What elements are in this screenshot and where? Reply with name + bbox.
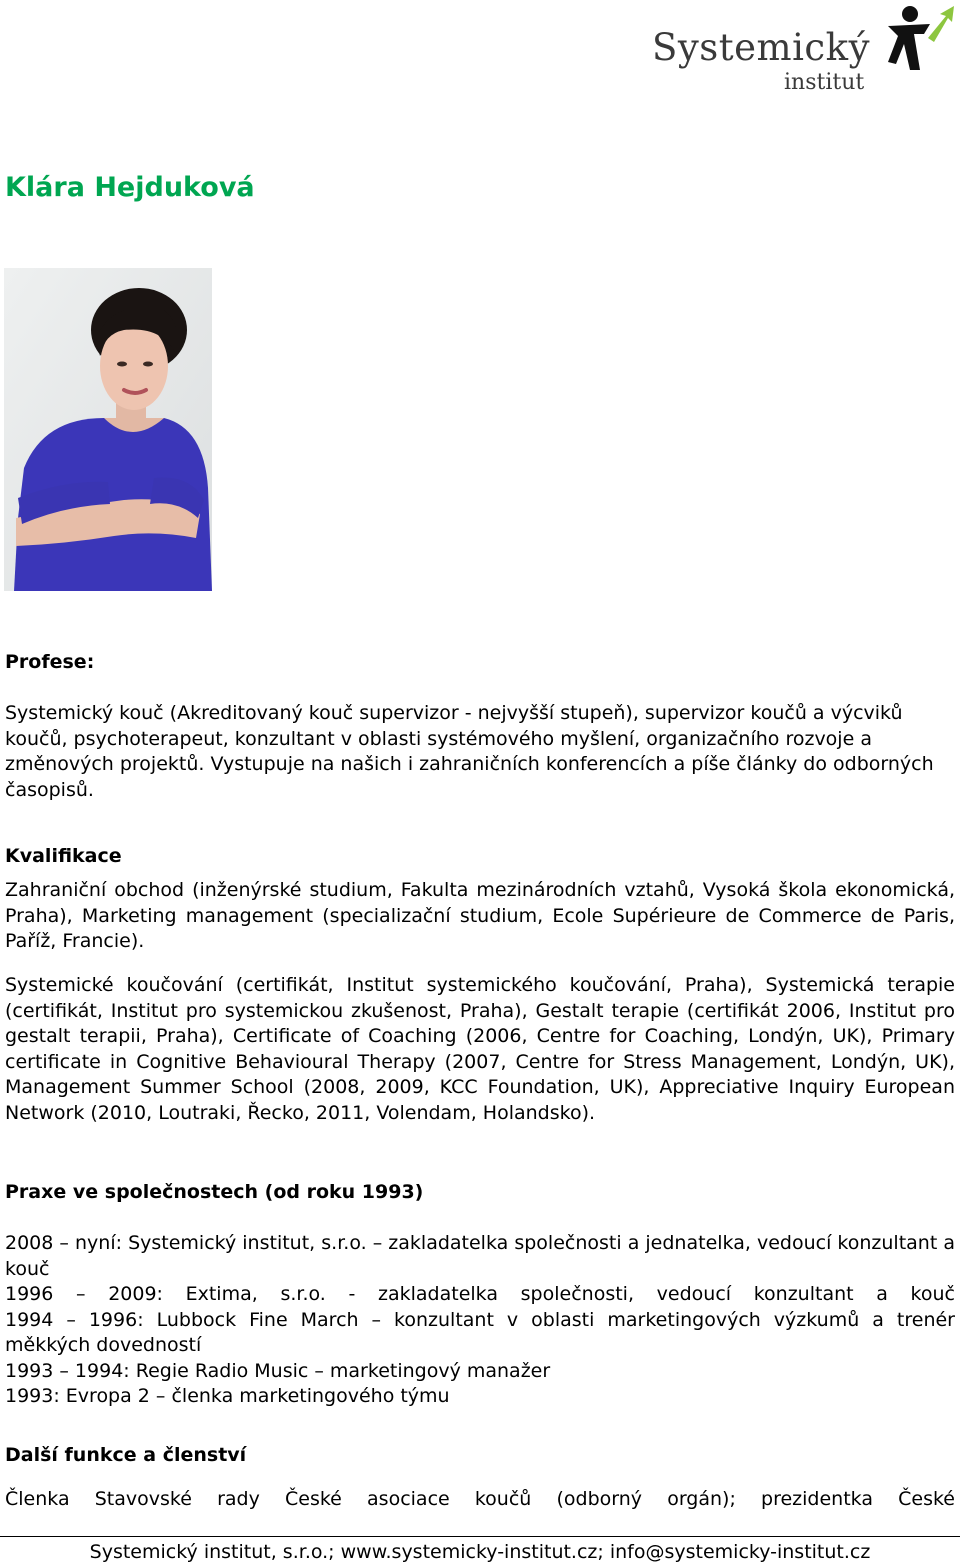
logo-figure-icon <box>884 4 956 74</box>
section-profese <box>5 650 955 676</box>
section-heading: Profese: <box>5 651 95 673</box>
kvalifikace-paragraph-1: Zahraniční obchod (inženýrské studium, Fakulta mezinárodních vztahů, Vysoká škola ekonomická, Praha), Marketing management (specializační studium, Ecole Supérieure de Commerce de Paris, Paříž, Francie). <box>5 879 955 952</box>
portrait-photo <box>4 268 212 591</box>
list-item: 1994 – 1996: Lubbock Fine March – konzultant v oblasti marketingových výzkumů a trenér měkkých dovedností <box>5 1308 955 1356</box>
person-name: Klára Hejduková <box>5 172 255 203</box>
praxe-list <box>5 1231 955 1410</box>
section-profese-body <box>5 701 955 803</box>
section-kvalifikace <box>5 844 955 870</box>
section-heading: Kvalifikace <box>5 845 122 867</box>
section-heading: Další funkce a členství <box>5 1444 247 1466</box>
kvalifikace-paragraph-2: Systemické koučování (certifikát, Institut systemického koučování, Praha), Systemická terapie (certifikát, Institut pro systemickou zkušenost, Praha), Gestalt terapie (certifikát 2006, Institut pro gestalt terapii, Praha), Certificate of Coaching (2006, Centre for Coaching, Londýn, UK), Primary certificate in Cognitive Behavioural Therapy (2007, Centre for Stress Management, Londýn, UK), Management Summer School (2008, 2009, KCC Foundation, UK), Appreciative Inquiry European Network (2010, Loutraki, Řecko, 2011, Volendam, Holandsko). <box>5 974 955 1124</box>
company-logo <box>652 4 956 96</box>
logo-subtitle: institut <box>784 70 865 95</box>
footer-divider <box>0 1536 960 1537</box>
profese-text: Systemický kouč (Akreditovaný kouč supervizor - nejvyšší stupeň), supervizor koučů a výcviků koučů, psychoterapeut, konzultant v oblasti systémového myšlení, organizačního rozvoje a změnových projektů. Vystupuje na našich i zahraničních konferencích a píše články do odborných časopisů. <box>5 702 934 801</box>
logo-wordmark: Systemický <box>652 26 870 69</box>
section-kvalifikace-body <box>5 878 955 955</box>
section-heading: Praxe ve společnostech (od roku 1993) <box>5 1181 424 1203</box>
list-item: 1993 – 1994: Regie Radio Music – marketingový manažer <box>5 1359 551 1382</box>
section-kvalifikace-body-2 <box>5 973 955 1126</box>
dalsi-text: Členka Stavovské rady České asociace koučů (odborný orgán); prezidentka České <box>5 1488 955 1510</box>
list-item: 1993: Evropa 2 – členka marketingového týmu <box>5 1385 450 1407</box>
section-dalsi-body <box>5 1487 955 1513</box>
list-item: 2008 – nyní: Systemický institut, s.r.o. – zakladatelka společnosti a jednatelka, vedoucí konzultant a kouč <box>5 1232 955 1280</box>
list-item: 1996 – 2009: Extima, s.r.o. - zakladatelka společnosti, vedoucí konzultant a kouč <box>5 1283 955 1305</box>
section-praxe <box>5 1180 955 1206</box>
section-dalsi <box>5 1443 955 1469</box>
page-footer: Systemický institut, s.r.o.; www.systemicky-institut.cz; info@systemicky-institut.cz <box>89 1541 871 1563</box>
